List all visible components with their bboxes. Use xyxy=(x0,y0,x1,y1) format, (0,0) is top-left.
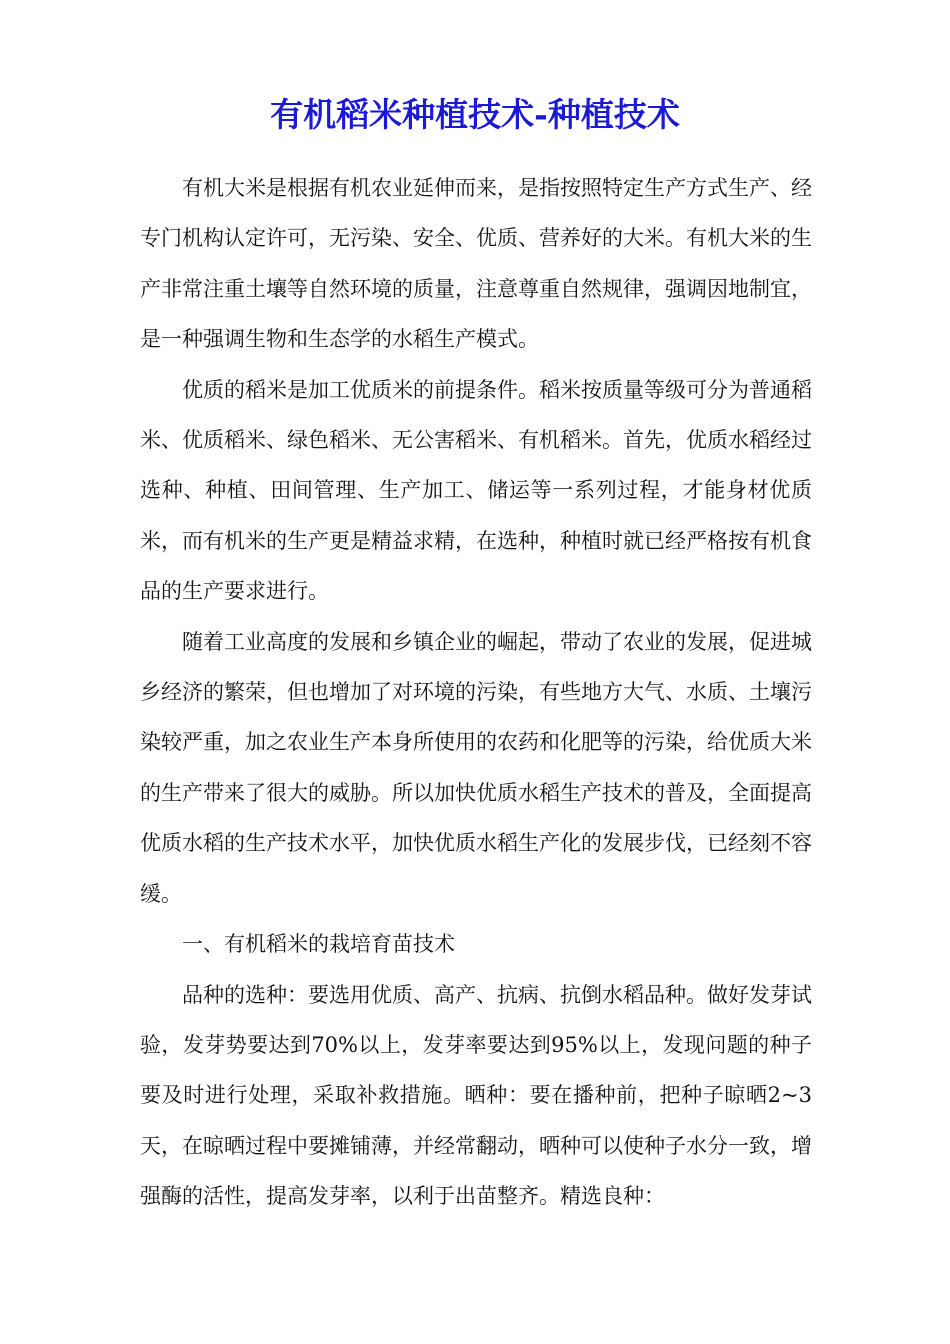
paragraph-intro: 有机大米是根据有机农业延伸而来，是指按照特定生产方式生产、经专门机构认定许可，无污染、安全、优质、营养好的大米。有机大米的生产非常注重土壤等自然环境的质量，注意尊重自然规律，强调因地制宜，是一种强调生物和生态学的水稻生产模式。 xyxy=(140,176,812,352)
paragraph-seed-selection: 品种的选种：要选用优质、高产、抗病、抗倒水稻品种。做好发芽试验，发芽势要达到70%以上，发芽率要达到95%以上，发现问题的种子要及时进行处理，采取补救措施。晒种：要在播种前，把种子晾晒2~3天，在晾晒过程中要摊铺薄，并经常翻动，晒种可以使种子水分一致，增强酶的活性，提高发芽率，以利于出苗整齐。精选良种： xyxy=(140,982,812,1209)
section-heading: 一、有机稻米的栽培育苗技术 xyxy=(182,932,455,957)
document-title: 有机稻米种植技术-种植技术 xyxy=(270,95,680,134)
document-body xyxy=(140,163,812,1222)
paragraph-quality: 优质的稻米是加工优质米的前提条件。稻米按质量等级可分为普通稻米、优质稻米、绿色稻米、无公害稻米、有机稻米。首先，优质水稻经过选种、种植、田间管理、生产加工、储运等一系列过程，才能身材优质米，而有机米的生产更是精益求精，在选种，种植时就已经严格按有机食品的生产要求进行。 xyxy=(140,377,812,604)
paragraph-environment: 随着工业高度的发展和乡镇企业的崛起，带动了农业的发展，促进城乡经济的繁荣，但也增加了对环境的污染，有些地方大气、水质、土壤污染较严重，加之农业生产本身所使用的农药和化肥等的污染，给优质大米的生产带来了很大的威胁。所以加快优质水稻生产技术的普及，全面提高优质水稻的生产技术水平，加快优质水稻生产化的发展步伐，已经刻不容缓。 xyxy=(140,629,812,906)
